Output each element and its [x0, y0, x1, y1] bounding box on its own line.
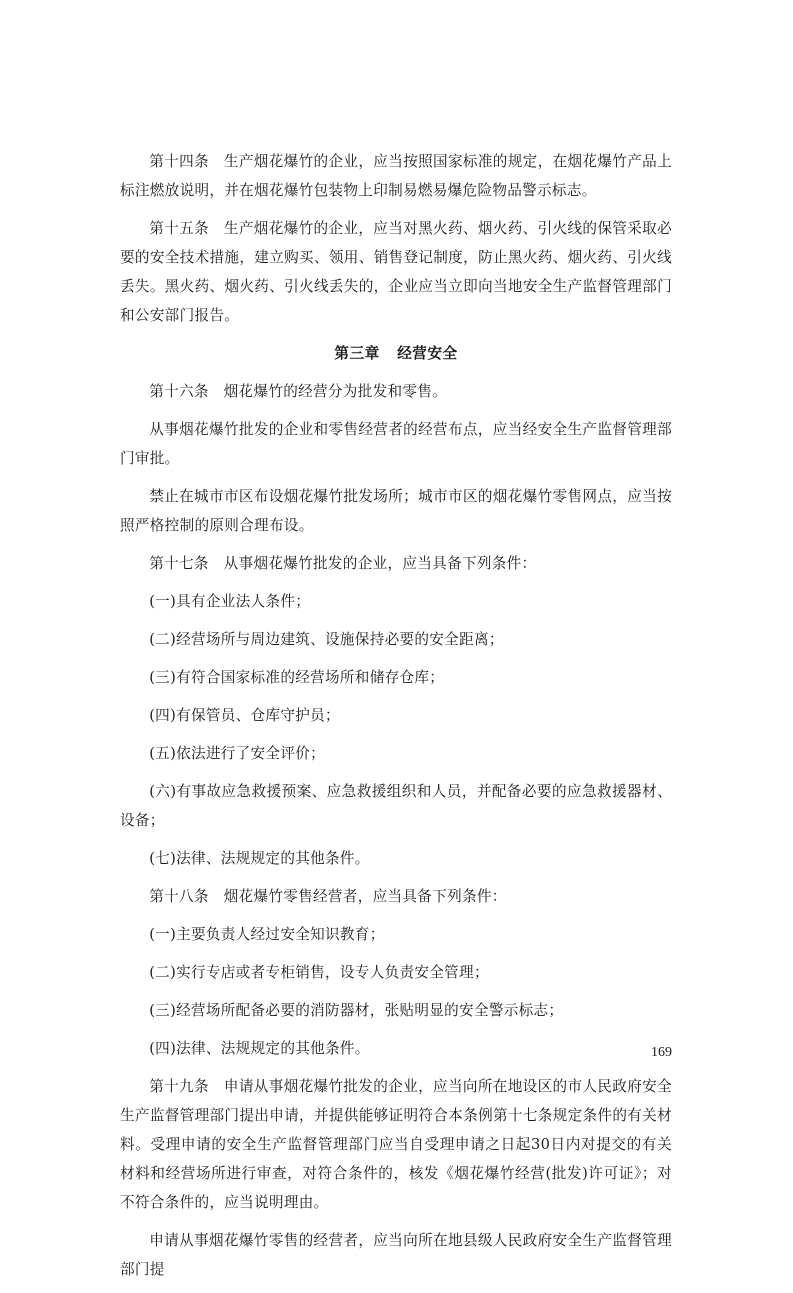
list-item: (六)有事故应急救援预案、应急救援组织和人员，并配备必要的应急救援器材、设备；	[120, 783, 672, 829]
list-item: (一)主要负责人经过安全知识教育；	[149, 926, 385, 943]
article-14: 第十四条 生产烟花爆竹的企业，应当按照国家标准的规定，在烟花爆竹产品上标注燃放说明，并在烟花爆竹包装物上印制易燃易爆危险物品警示标志。	[120, 153, 672, 199]
list-item: (五)依法进行了安全评价；	[149, 745, 326, 762]
paragraph: 申请从事烟花爆竹零售的经营者，应当向所在地县级人民政府安全生产监督管理部门提	[120, 1232, 672, 1278]
chapter-title: 经营安全	[397, 345, 458, 362]
list-item: (三)经营场所配备必要的消防器材，张贴明显的安全警示标志；	[149, 1002, 564, 1019]
list-item: (一)具有企业法人条件；	[149, 593, 311, 610]
article-15: 第十五条 生产烟花爆竹的企业，应当对黑火药、烟火药、引火线的保管采取必要的安全技术措施，建立购买、领用、销售登记制度，防止黑火药、烟火药、引火线丢失。黑火药、烟火药、引火线丢失的，企业应当立即向当地安全生产监督管理部门和公安部门报告。	[120, 220, 672, 324]
document-body	[120, 147, 672, 1293]
article-18: 第十八条 烟花爆竹零售经营者，应当具备下列条件：	[149, 888, 507, 905]
paragraph: 从事烟花爆竹批发的企业和零售经营者的经营布点，应当经安全生产监督管理部门审批。	[120, 421, 672, 467]
article-17: 第十七条 从事烟花爆竹批发的企业，应当具备下列条件：	[149, 555, 537, 572]
paragraph: 禁止在城市市区布设烟花爆竹批发场所；城市市区的烟花爆竹零售网点，应当按照严格控制的原则合理布设。	[120, 488, 672, 534]
article-16: 第十六条 烟花爆竹的经营分为批发和零售。	[149, 383, 448, 400]
list-item: (四)法律、法规规定的其他条件。	[149, 1040, 370, 1057]
chapter-number: 第三章	[334, 345, 380, 362]
list-item: (三)有符合国家标准的经营场所和储存仓库；	[149, 669, 445, 686]
page-number: 169	[651, 1045, 672, 1060]
list-item: (四)有保管员、仓库守护员；	[149, 707, 340, 724]
chapter-heading	[120, 339, 672, 368]
article-19: 第十九条 申请从事烟花爆竹批发的企业，应当向所在地设区的市人民政府安全生产监督管理部门提出申请，并提供能够证明符合本条例第十七条规定条件的有关材料。受理申请的安全生产监督管理部门应当自受理申请之日起30日内对提交的有关材料和经营场所进行审查，对符合条件的，核发《烟花爆竹经营(批发)许可证》；对不符合条件的，应当说明理由。	[120, 1078, 672, 1211]
list-item: (二)经营场所与周边建筑、设施保持必要的安全距离；	[149, 631, 504, 648]
list-item: (二)实行专店或者专柜销售，设专人负责安全管理；	[149, 964, 489, 981]
list-item: (七)法律、法规规定的其他条件。	[149, 850, 370, 867]
